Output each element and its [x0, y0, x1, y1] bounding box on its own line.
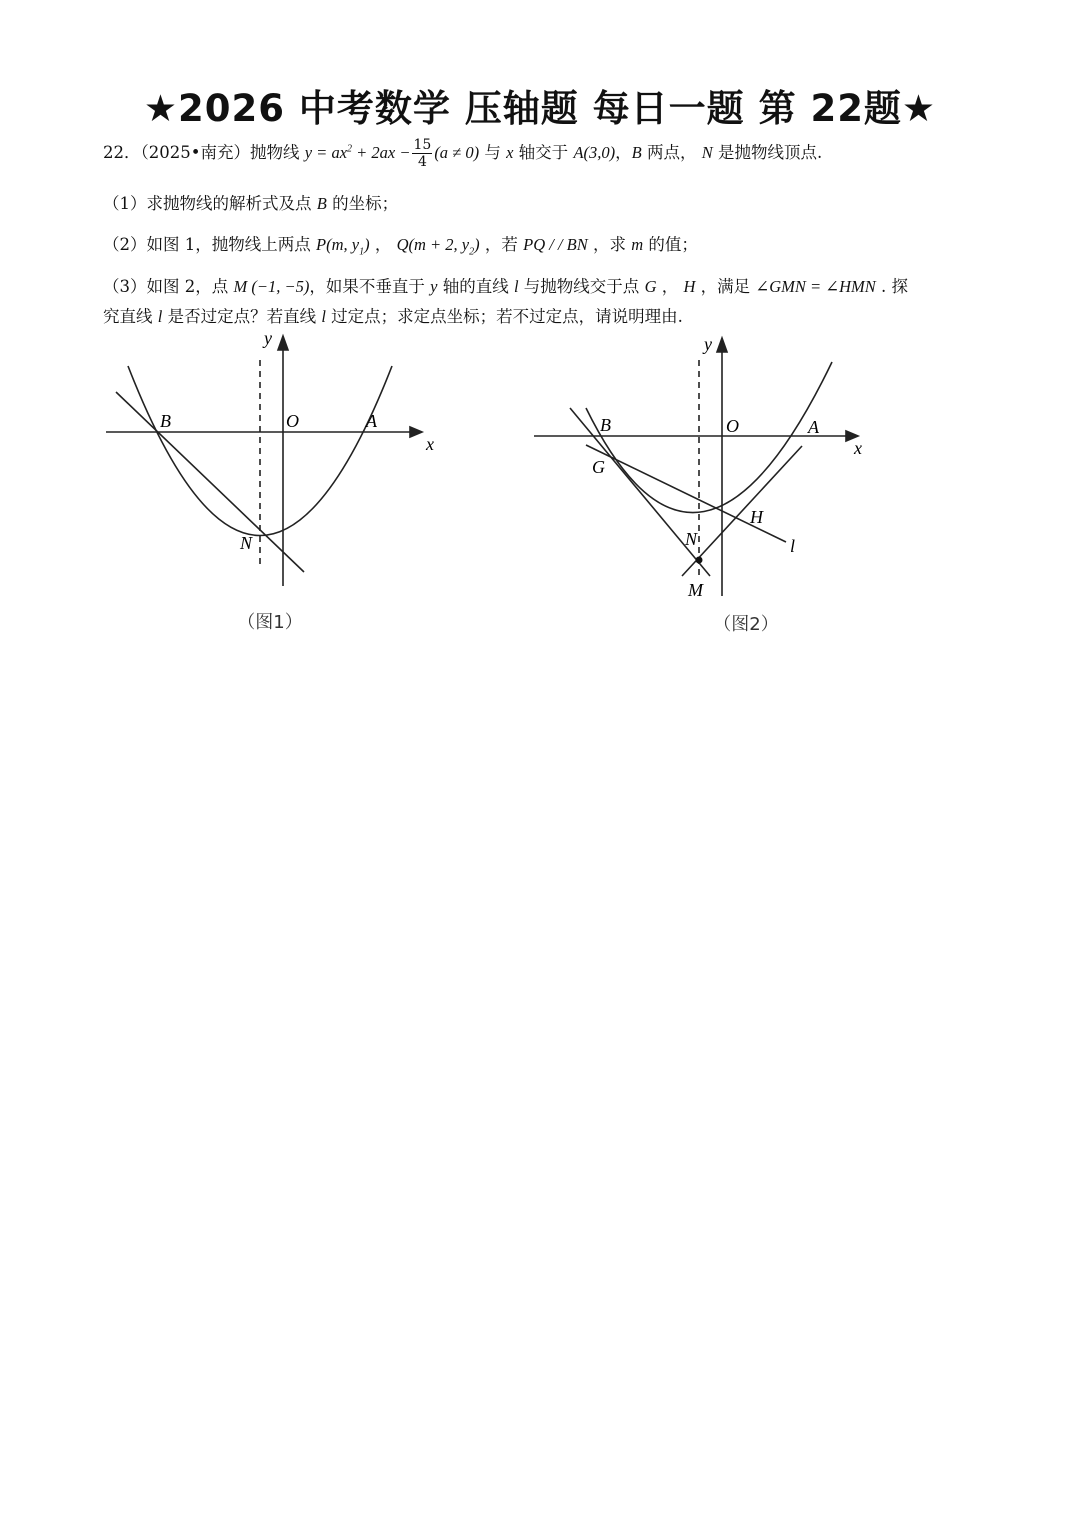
point-q-end: )	[474, 235, 480, 254]
part-3-line2-b: 是否过定点？若直线	[162, 307, 322, 326]
fig2-line-mh	[682, 446, 802, 576]
fig2-point-m	[696, 557, 703, 564]
part-3-line-2	[103, 303, 683, 327]
point-p	[316, 235, 370, 258]
fraction	[412, 137, 432, 170]
fig2-line-mg	[570, 408, 710, 576]
fig2-label-g: G	[592, 457, 605, 477]
fig1-x-arrow	[410, 427, 422, 437]
part-2-label: （2）	[103, 235, 147, 254]
fig2-label-n: N	[685, 529, 698, 549]
point-a: A(3,0)	[573, 143, 616, 162]
fig2-label-a: A	[808, 417, 819, 437]
part-2-end: 的值；	[643, 235, 698, 254]
part-2-text1: 如图 1，抛物线上两点	[146, 235, 316, 254]
fig1-line-bn	[116, 392, 304, 572]
part-1-b: B	[316, 194, 327, 213]
l-var-3: l	[321, 307, 326, 326]
l-var: l	[513, 277, 519, 296]
part-1	[103, 190, 398, 214]
h-var: H	[683, 277, 696, 296]
point-q-main: Q(m + 2, y	[396, 235, 470, 254]
problem-number: 22．	[103, 143, 141, 162]
fig2-y-arrow	[717, 338, 727, 352]
figure-1	[100, 330, 440, 640]
equation: $y = ax^2 + 2ax$ −	[304, 143, 411, 162]
point-p-main: P(m, y	[316, 235, 360, 254]
fig2-label-l: l	[790, 536, 796, 556]
fig1-y-arrow	[278, 336, 288, 350]
fig1-caption: （图1）	[237, 612, 303, 633]
problem-source: （2025•南充）	[140, 143, 250, 162]
m-var: m	[631, 235, 644, 254]
angle-condition: ∠GMN = ∠HMN	[755, 277, 876, 296]
part-3-text4: 与抛物线交于点	[518, 277, 645, 296]
fig2-label-x: x	[854, 438, 862, 458]
part-1-end: 的坐标；	[326, 194, 399, 213]
part-3-line2-c: 过定点；求定点坐标；若不过定点，请说明理由.	[325, 307, 683, 326]
stem-two: 两点，	[641, 143, 702, 162]
b-letter: B	[631, 143, 642, 162]
point-p-end: )	[364, 235, 370, 254]
page-title: ★2026 中考数学 压轴题 每日一题 第 22题★	[143, 87, 937, 130]
fig1-label-x: x	[426, 434, 434, 454]
part-3-text5: ，满足	[695, 277, 756, 296]
fig2-label-m: M	[688, 580, 703, 600]
fig2-label-b: B	[600, 415, 611, 435]
fig1-label-b: B	[160, 411, 171, 431]
stem-axis: 轴交于	[513, 143, 574, 162]
fig2-label-y: y	[704, 334, 712, 354]
g-var: G	[644, 277, 657, 296]
n-letter: N	[701, 143, 713, 162]
y-var: y	[430, 277, 438, 296]
part-1-text: 求抛物线的解析式及点	[146, 194, 317, 213]
x-var: x	[506, 143, 514, 162]
part-2	[103, 231, 698, 257]
fraction-numerator: 15	[413, 137, 432, 153]
l-var-2: l	[157, 307, 163, 326]
fig2-label-h: H	[750, 507, 763, 527]
part-3-text1: 如图 2，点	[146, 277, 234, 296]
fig2-label-o: O	[726, 416, 739, 436]
part-2-sep: ，	[369, 235, 397, 254]
fig1-label-o: O	[286, 411, 299, 431]
eq-start: y = ax	[304, 143, 348, 162]
part-3-text2: ，如果不垂直于	[309, 277, 431, 296]
stem-end: 是抛物线顶点.	[712, 143, 823, 162]
point-m: M (−1, −5)	[233, 277, 310, 296]
figure-2	[530, 330, 870, 640]
part-3-comma: ，	[656, 277, 684, 296]
fig2-caption: （图2）	[713, 614, 779, 635]
problem-stem	[103, 137, 822, 170]
part-3-text6: . 探	[875, 277, 909, 296]
fig1-label-y: y	[264, 330, 272, 348]
point-q-sub: 2	[469, 246, 475, 258]
comma: ，	[615, 143, 632, 162]
part-3-line-1	[103, 273, 908, 297]
stem-mid: 与	[479, 143, 507, 162]
point-p-sub: 1	[359, 246, 365, 258]
fig2-line-l	[586, 445, 786, 542]
fraction-denominator: 4	[417, 154, 427, 170]
fig1-label-a: A	[366, 411, 377, 431]
fig1-label-n: N	[240, 533, 253, 553]
part-3-line2-a: 究直线	[103, 307, 158, 326]
part-2-text2: ，若	[479, 235, 524, 254]
stem-prefix: 抛物线	[249, 143, 300, 162]
part-2-text3: ，求	[587, 235, 632, 254]
part-3-label: （3）	[103, 277, 147, 296]
part-1-label: （1）	[103, 194, 147, 213]
point-q	[396, 235, 480, 258]
pq-parallel-bn: PQ / / BN	[523, 235, 588, 254]
eq-condition: (a ≠ 0)	[434, 143, 480, 162]
part-3-text3: 轴的直线	[437, 277, 514, 296]
fig2-parabola	[586, 362, 832, 513]
eq-plus: + 2ax −	[352, 143, 411, 162]
